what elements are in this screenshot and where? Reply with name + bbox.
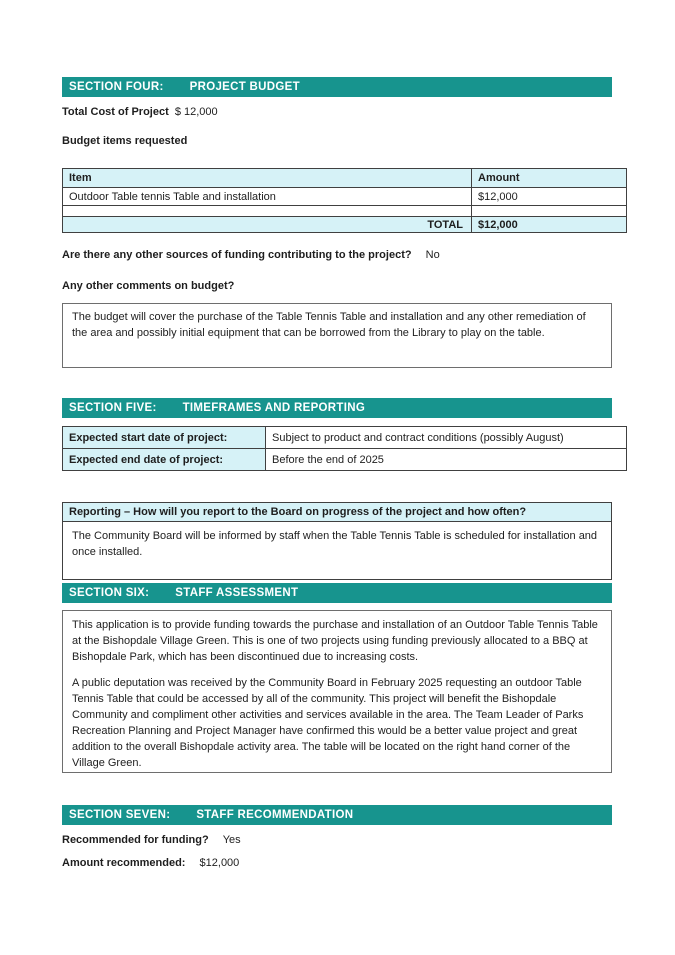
total-value: $12,000 xyxy=(472,217,627,233)
budget-comments-question: Any other comments on budget? xyxy=(62,280,235,292)
budget-table xyxy=(62,168,627,233)
total-label: TOTAL xyxy=(63,217,472,233)
section-six-title: STAFF ASSESSMENT xyxy=(175,587,299,599)
section-five-title: TIMEFRAMES AND REPORTING xyxy=(182,402,366,414)
table-row xyxy=(63,188,627,206)
start-date-value: Subject to product and contract conditions (possibly August) xyxy=(266,427,627,449)
amount-recommended-line xyxy=(62,856,612,871)
assessment-paragraph: A public deputation was received by the Community Board in February 2025 requesting an outdoor Table Tennis Table that could be accessed by all of the community. This project will benefit the Bishopdale Community and compliment other activities and services available in the area. The Team Leader of Parks Recreation Planning and Project Manager have confirmed this would be a better value project and great addition to the overall Bishopdale activity area. The table will be located on the right hand corner of the Village Green. xyxy=(72,677,584,769)
budget-comments-box xyxy=(62,303,612,368)
budget-item-cell-empty xyxy=(63,206,472,217)
section-four-header-bar xyxy=(62,77,612,97)
staff-assessment-box xyxy=(62,610,612,773)
total-cost-line xyxy=(62,105,612,120)
section-six-header-bar xyxy=(62,583,612,603)
recommended-line xyxy=(62,833,612,848)
other-funding-question: Are there any other sources of funding contributing to the project? xyxy=(62,249,412,261)
section-seven-title: STAFF RECOMMENDATION xyxy=(196,809,354,821)
budget-amount-cell: $12,000 xyxy=(472,188,627,206)
section-seven-label: SECTION SEVEN: xyxy=(69,809,171,821)
section-four-title: PROJECT BUDGET xyxy=(189,81,300,93)
section-four-label: SECTION FOUR: xyxy=(69,81,164,93)
section-six-label: SECTION SIX: xyxy=(69,587,150,599)
amount-recommended-label: Amount recommended: xyxy=(62,857,186,869)
total-cost-label: Total Cost of Project xyxy=(62,106,169,118)
table-row xyxy=(63,449,627,471)
reporting-box xyxy=(62,502,612,580)
budget-table-header-row xyxy=(63,169,627,188)
recommended-label: Recommended for funding? xyxy=(62,834,209,846)
budget-comments-text: The budget will cover the purchase of the Table Tennis Table and installation and any other remediation of the area and possibly initial equipment that can be borrowed from the Library to play on the table. xyxy=(72,311,586,339)
amount-recommended-value: $12,000 xyxy=(199,857,240,869)
budget-item-cell: Outdoor Table tennis Table and installation xyxy=(63,188,472,206)
column-header-amount: Amount xyxy=(472,169,627,188)
column-header-item: Item xyxy=(63,169,472,188)
assessment-paragraph: This application is to provide funding towards the purchase and installation of an Outdoor Table Tennis Table at the Bishopdale Village Green. This is one of two projects using funding previously allocated to a BBQ at Bishopdale Park, which has been discontinued due to increasing costs. xyxy=(72,619,598,663)
table-total-row xyxy=(63,217,627,233)
timeframes-table xyxy=(62,426,627,471)
reporting-text: The Community Board will be informed by staff when the Table Tennis Table is scheduled for installation and once installed. xyxy=(72,530,598,558)
start-date-label: Expected start date of project: xyxy=(63,427,266,449)
total-cost-value: $ 12,000 xyxy=(174,106,218,118)
table-row-empty xyxy=(63,206,627,217)
recommended-value: Yes xyxy=(222,834,241,846)
reporting-heading: Reporting – How will you report to the Board on progress of the project and how often? xyxy=(63,503,611,522)
end-date-label: Expected end date of project: xyxy=(63,449,266,471)
other-funding-line xyxy=(62,248,612,263)
section-five-label: SECTION FIVE: xyxy=(69,402,157,414)
table-row xyxy=(63,427,627,449)
budget-items-heading: Budget items requested xyxy=(62,135,188,147)
section-seven-header-bar xyxy=(62,805,612,825)
other-funding-answer: No xyxy=(425,249,440,261)
section-five-header-bar xyxy=(62,398,612,418)
end-date-value: Before the end of 2025 xyxy=(266,449,627,471)
budget-amount-cell-empty xyxy=(472,206,627,217)
